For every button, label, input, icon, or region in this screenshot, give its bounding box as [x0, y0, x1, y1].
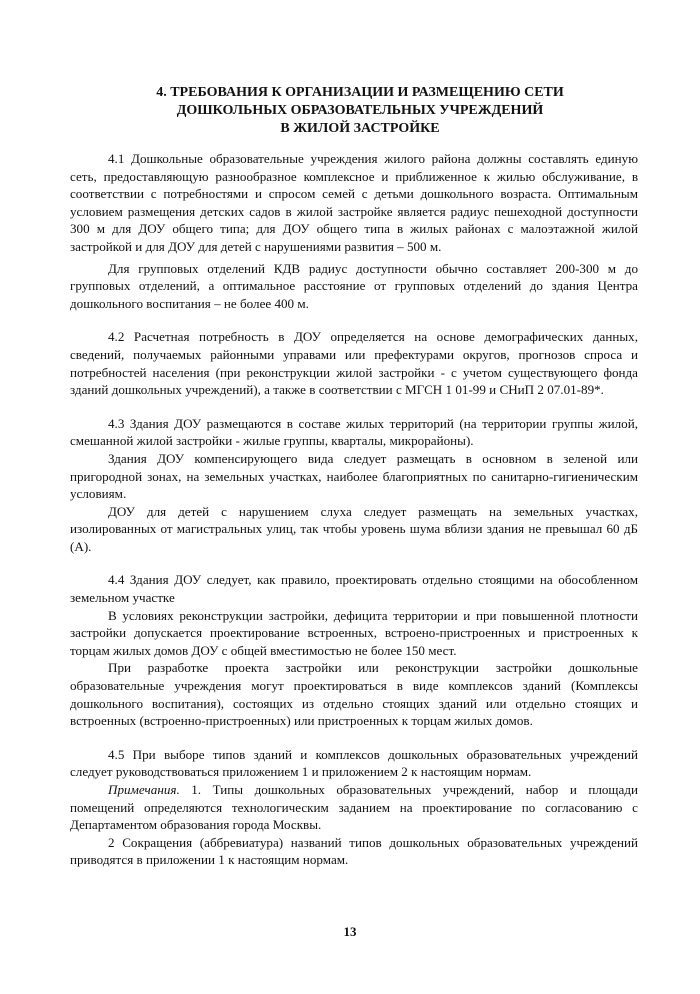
heading-line-1: 4. ТРЕБОВАНИЯ К ОРГАНИЗАЦИИ И РАЗМЕЩЕНИЮ СЕТИ	[156, 85, 564, 100]
paragraph-4-5: 4.5 При выборе типов зданий и комплексов дошкольных образовательных учреждений следует руководствоваться приложением 1 и приложением 2 к настоящим нормам.	[70, 746, 638, 780]
paragraph-4-4: 4.4 Здания ДОУ следует, как правило, проектировать отдельно стоящими на обособленном земельном участке	[70, 572, 638, 606]
page-number: 13	[343, 924, 357, 939]
section-heading	[80, 84, 640, 138]
paragraph-4-4-complexes: При разработке проекта застройки или реконструкции застройки дошкольные образовательные учреждения могут проектироваться в виде комплексов зданий (Комплексы дошкольного воспитания), состоящих из отдельно стоящих зданий или отдельно стоящих и встроенных (встроенно-пристроенных) или пристроенных к торцам жилых домов.	[70, 660, 638, 729]
notes-paragraph	[70, 781, 638, 834]
paragraph-4-4-reconstruction: В условиях реконструкции застройки, дефицита территории и при повышенной плотности застройки допускается проектирование встроенных, встроено-пристроенных и пристроенных к торцам жилых домов ДОУ с общей вместимостью не более 150 мест.	[70, 607, 638, 658]
paragraph-4-3: 4.3 Здания ДОУ размещаются в составе жилых территорий (на территории группы жилой, смешанной жилой застройки - жилые группы, кварталы, микрорайоны).	[70, 415, 638, 449]
notes-label: Примечания.	[108, 782, 180, 797]
paragraph-4-3-compensating: Здания ДОУ компенсирующего вида следует размещать в основном в зеленой или пригородной зонах, на земельных участках, наиболее благоприятных по санитарно-гигиеническим условиям.	[70, 450, 638, 502]
note-1: 1. Типы дошкольных образовательных учреждений, набор и площади помещений определяются технологическим заданием на проектирование по согласованию с Департаментом образования города Москвы.	[70, 782, 638, 833]
note-2: 2 Сокращения (аббревиатура) названий типов дошкольных образовательных учреждений приводятся в приложении 1 к настоящим нормам.	[70, 834, 638, 868]
document-body	[70, 150, 638, 869]
heading-line-3: В ЖИЛОЙ ЗАСТРОЙКЕ	[280, 121, 440, 136]
paragraph-4-2: 4.2 Расчетная потребность в ДОУ определяется на основе демографических данных, сведений, получаемых районными управами или префектурами округов, прогнозов спроса и потребностей населения (при реконструкции жилой застройки - с учетом существующего фонда зданий дошкольных учреждений), а также в соответствии с МГСН 1 01-99 и СНиП 2 07.01-89*.	[70, 329, 638, 398]
heading-line-2: ДОШКОЛЬНЫХ ОБРАЗОВАТЕЛЬНЫХ УЧРЕЖДЕНИЙ	[176, 103, 544, 118]
paragraph-4-3-hearing: ДОУ для детей с нарушением слуха следует размещать на земельных участках, изолированных от магистральных улиц, так чтобы уровень шума вблизи здания не превышал 60 дБ (А).	[70, 503, 638, 554]
paragraph-4-1-kdv: Для групповых отделений КДВ радиус доступности обычно составляет 200-300 м до групповых отделений, а оптимальное расстояние от групповых отделений до здания Центра дошкольного воспитания – не более 400 м.	[70, 260, 638, 311]
paragraph-4-1: 4.1 Дошкольные образовательные учреждения жилого района должны составлять единую сеть, предоставляющую разнообразное комплексное и приближенное к жилью обслуживание, в соответствии с потребностями и спросом семей с детьми дошкольного возраста. Оптимальным условием размещения детских садов в жилой застройке является радиус пешеходной доступности 300 м для ДОУ общего типа; для ДОУ общего типа в жилых районах с малоэтажной жилой застройкой и для ДОУ для детей с нарушениями развития – 500 м.	[70, 151, 638, 254]
